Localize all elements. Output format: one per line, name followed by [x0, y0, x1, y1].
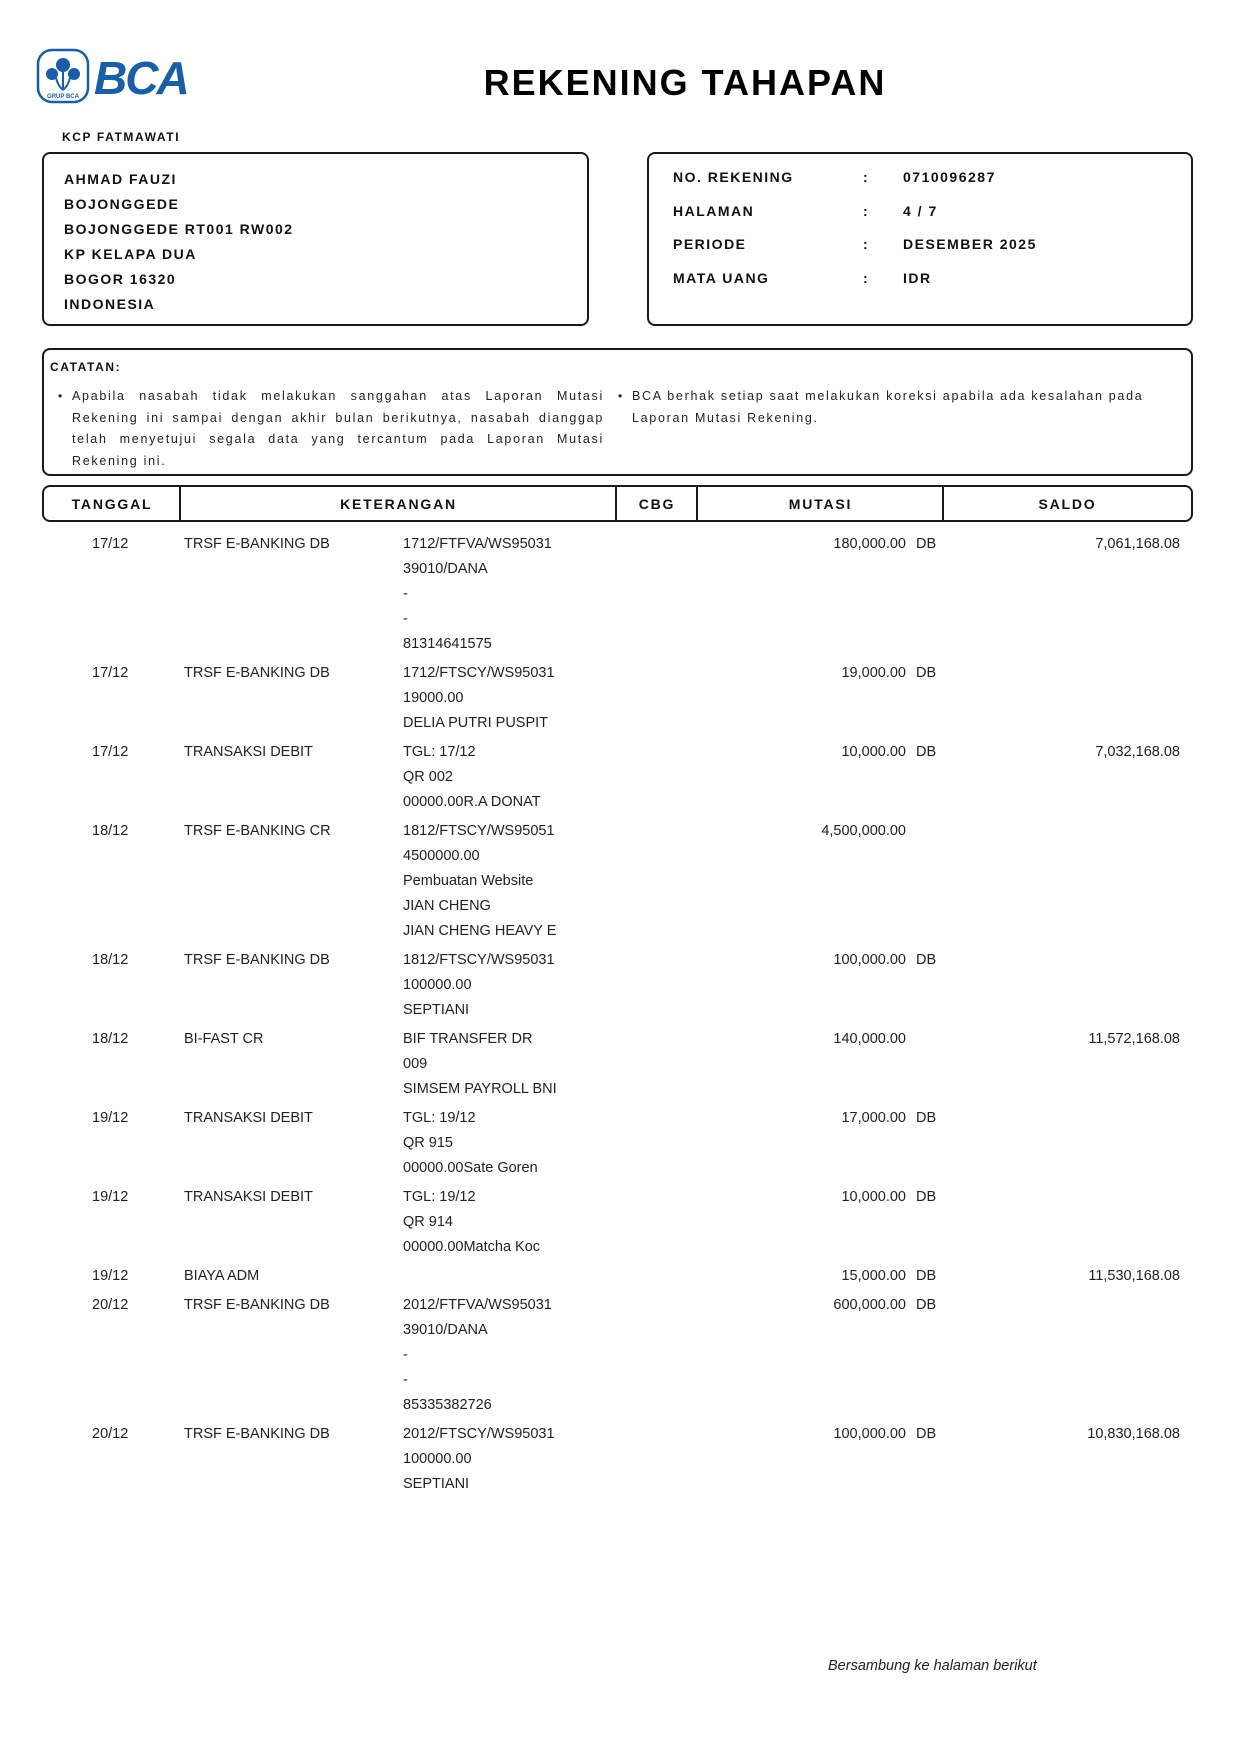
debit-indicator: DB — [916, 1110, 937, 1126]
mutation-amount: 10,000.00 — [841, 744, 906, 760]
transaction-detail-line: 100000.00 — [403, 1451, 472, 1467]
table-row — [0, 661, 1240, 740]
debit-indicator: DB — [916, 665, 937, 681]
address-city: BOGOR 16320 — [64, 271, 177, 287]
transaction-detail — [403, 948, 623, 1023]
notes-box — [42, 348, 1193, 476]
bullet-icon: • — [58, 389, 64, 403]
transaction-date: 19/12 — [92, 1189, 129, 1205]
mutation-amount: 140,000.00 — [833, 1031, 906, 1047]
transaction-detail-line: 100000.00 — [403, 977, 472, 993]
account-info-box — [647, 152, 1193, 326]
transaction-detail-line: - — [403, 1347, 408, 1363]
svg-text:BCA: BCA — [94, 52, 188, 104]
separator: : — [863, 169, 870, 185]
transaction-detail-line: 81314641575 — [403, 636, 492, 652]
table-row — [0, 1293, 1240, 1422]
transaction-detail-line: 1712/FTFVA/WS95031 — [403, 536, 552, 552]
transaction-date: 19/12 — [92, 1268, 129, 1284]
mutation-amount: 100,000.00 — [833, 952, 906, 968]
transaction-type: BIAYA ADM — [184, 1268, 260, 1284]
transaction-detail-line: - — [403, 611, 408, 627]
svg-text:GRUP BCA: GRUP BCA — [47, 94, 79, 100]
transaction-type: TRSF E-BANKING CR — [184, 823, 331, 839]
debit-indicator: DB — [916, 1268, 937, 1284]
column-header-keterangan: KETERANGAN — [179, 485, 618, 522]
balance-amount: 11,572,168.08 — [1088, 1031, 1180, 1047]
debit-indicator: DB — [916, 536, 937, 552]
mutation-amount: 100,000.00 — [833, 1426, 906, 1442]
transaction-detail — [403, 819, 623, 944]
transaction-detail-line: Pembuatan Website — [403, 873, 534, 889]
debit-indicator: DB — [916, 952, 937, 968]
separator: : — [863, 269, 870, 286]
page-value: 4 / 7 — [903, 202, 938, 219]
column-header-mutasi: MUTASI — [696, 485, 945, 522]
transaction-date: 20/12 — [92, 1297, 129, 1313]
transaction-detail-line: SEPTIANI — [403, 1002, 470, 1018]
page-title-text: REKENING TAHAPAN — [483, 62, 887, 103]
balance-amount: 7,061,168.08 — [1095, 536, 1180, 552]
table-row — [0, 1422, 1240, 1501]
customer-address-box — [42, 152, 589, 326]
note-text: BCA berhak setiap saat melakukan koreksi apabila ada kesalahan pada Laporan Mutasi Rekening. — [632, 389, 1144, 425]
mutation-amount: 180,000.00 — [833, 536, 906, 552]
transaction-type: BI-FAST CR — [184, 1031, 264, 1047]
continued-note: Bersambung ke halaman berikut — [828, 1658, 1037, 1674]
balance-amount: 11,530,168.08 — [1088, 1268, 1180, 1284]
transaction-date: 17/12 — [92, 536, 129, 552]
transaction-detail — [403, 740, 623, 815]
note-item — [50, 386, 610, 472]
transaction-detail — [403, 661, 623, 736]
transaction-date: 17/12 — [92, 665, 129, 681]
transaction-detail-line: BIF TRANSFER DR — [403, 1031, 533, 1047]
transaction-detail — [403, 1185, 623, 1260]
period-row — [673, 235, 1191, 269]
transaction-date: 17/12 — [92, 744, 129, 760]
table-row — [0, 532, 1240, 661]
column-header-cbg: CBG — [615, 485, 699, 522]
transaction-detail-line: TGL: 19/12 — [403, 1110, 476, 1126]
table-row — [0, 1185, 1240, 1264]
transaction-date: 18/12 — [92, 823, 129, 839]
transaction-detail-line: 39010/DANA — [403, 1322, 488, 1338]
debit-indicator: DB — [916, 1426, 937, 1442]
debit-indicator: DB — [916, 744, 937, 760]
transaction-detail-line: 85335382726 — [403, 1397, 492, 1413]
transaction-detail-line: TGL: 17/12 — [403, 744, 476, 760]
account-number-value: 0710096287 — [903, 169, 996, 185]
column-header-saldo: SALDO — [942, 485, 1193, 522]
account-number-label: NO. REKENING — [673, 169, 794, 185]
period-label: PERIODE — [673, 236, 747, 252]
transaction-detail-line: 1712/FTSCY/WS95031 — [403, 665, 555, 681]
currency-row — [673, 269, 1191, 303]
balance-amount: 10,830,168.08 — [1087, 1426, 1180, 1442]
transaction-type: TRSF E-BANKING DB — [184, 1297, 330, 1313]
page-label: HALAMAN — [673, 202, 755, 219]
debit-indicator: DB — [916, 1297, 937, 1313]
mutation-amount: 10,000.00 — [841, 1189, 906, 1205]
note-text: Apabila nasabah tidak melakukan sanggahan atas Laporan Mutasi Rekening ini sampai dengan akhir bulan berikutnya, nasabah dianggap telah menyetujui segala data yang tercantum pada Laporan Mutasi Rekening ini. — [72, 389, 604, 468]
table-row — [0, 1027, 1240, 1106]
page-row — [673, 202, 1191, 236]
transaction-detail-line: 4500000.00 — [403, 848, 480, 864]
transaction-type: TRANSAKSI DEBIT — [184, 744, 313, 760]
branch-name: KCP FATMAWATI — [62, 130, 181, 144]
separator: : — [863, 236, 870, 252]
transaction-detail-line: 00000.00Matcha Koc — [403, 1239, 541, 1255]
table-row — [0, 1264, 1240, 1293]
debit-indicator: DB — [916, 1189, 937, 1205]
transaction-detail-line: QR 002 — [403, 769, 453, 785]
table-row — [0, 740, 1240, 819]
transaction-type: TRSF E-BANKING DB — [184, 665, 330, 681]
table-row — [0, 819, 1240, 948]
transaction-detail-line: SIMSEM PAYROLL BNI — [403, 1081, 557, 1097]
transaction-detail-line: QR 915 — [403, 1135, 453, 1151]
transaction-detail-line: 1812/FTSCY/WS95031 — [403, 952, 555, 968]
address-country: INDONESIA — [64, 296, 156, 312]
bullet-icon: • — [618, 389, 624, 403]
transaction-detail — [403, 1293, 623, 1418]
address-line-1: BOJONGGEDE — [64, 196, 180, 212]
transaction-detail-line: 39010/DANA — [403, 561, 488, 577]
transaction-detail-line: SEPTIANI — [403, 1476, 470, 1492]
note-item — [610, 386, 1180, 472]
mutation-amount: 15,000.00 — [841, 1268, 906, 1284]
transaction-detail — [403, 1027, 623, 1102]
transaction-detail-line: 00000.00Sate Goren — [403, 1160, 538, 1176]
mutation-amount: 17,000.00 — [841, 1110, 906, 1126]
transaction-detail-line: - — [403, 586, 408, 602]
transaction-type: TRSF E-BANKING DB — [184, 952, 330, 968]
mutation-amount: 600,000.00 — [833, 1297, 906, 1313]
transaction-detail-line: TGL: 19/12 — [403, 1189, 476, 1205]
column-header-tanggal: TANGGAL — [42, 485, 182, 522]
balance-amount: 7,032,168.08 — [1095, 744, 1180, 760]
transaction-detail-line: 19000.00 — [403, 690, 464, 706]
currency-label: MATA UANG — [673, 269, 770, 286]
transaction-detail-line: 2012/FTFVA/WS95031 — [403, 1297, 552, 1313]
transaction-detail-line: - — [403, 1372, 408, 1388]
transaction-date: 18/12 — [92, 1031, 129, 1047]
transaction-detail-line: 1812/FTSCY/WS95051 — [403, 823, 555, 839]
table-row — [0, 1106, 1240, 1185]
mutation-amount: 19,000.00 — [841, 665, 906, 681]
transaction-detail-line: QR 914 — [403, 1214, 453, 1230]
transaction-detail-line: JIAN CHENG — [403, 898, 491, 914]
table-row — [0, 948, 1240, 1027]
address-line-2: BOJONGGEDE RT001 RW002 — [64, 221, 294, 237]
transaction-detail — [403, 1422, 623, 1497]
transaction-type: TRSF E-BANKING DB — [184, 536, 330, 552]
transaction-detail — [403, 1106, 623, 1181]
transaction-detail-line: 00000.00R.A DONAT — [403, 794, 541, 810]
mutation-amount: 4,500,000.00 — [821, 823, 906, 839]
transaction-date: 20/12 — [92, 1426, 129, 1442]
transaction-table-body — [0, 532, 1240, 1501]
period-value: DESEMBER 2025 — [903, 236, 1037, 252]
currency-value: IDR — [903, 269, 932, 286]
transaction-detail-line: JIAN CHENG HEAVY E — [403, 923, 557, 939]
address-line-3: KP KELAPA DUA — [64, 246, 197, 262]
transaction-date: 19/12 — [92, 1110, 129, 1126]
transaction-detail — [403, 532, 623, 657]
customer-name: AHMAD FAUZI — [64, 171, 177, 187]
transaction-date: 18/12 — [92, 952, 129, 968]
transaction-type: TRSF E-BANKING DB — [184, 1426, 330, 1442]
page-title — [0, 62, 1240, 104]
transaction-detail-line: 2012/FTSCY/WS95031 — [403, 1426, 555, 1442]
transaction-type: TRANSAKSI DEBIT — [184, 1110, 313, 1126]
transaction-detail-line: DELIA PUTRI PUSPIT — [403, 715, 549, 731]
transaction-type: TRANSAKSI DEBIT — [184, 1189, 313, 1205]
separator: : — [863, 202, 870, 219]
account-number-row — [673, 168, 1191, 202]
transaction-detail-line: 009 — [403, 1056, 428, 1072]
notes-title: CATATAN: — [50, 360, 122, 374]
